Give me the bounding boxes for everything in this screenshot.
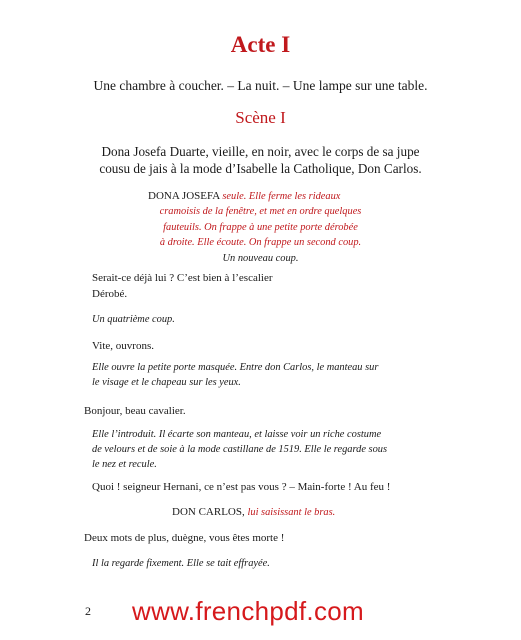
scene-setting: Une chambre à coucher. – La nuit. – Une lampe sur une table. bbox=[93, 78, 428, 93]
stage-direction-line: fauteuils. On frappe à une petite porte dérobée bbox=[163, 222, 358, 233]
speaker-name: DON CARLOS, bbox=[172, 506, 245, 518]
stage-direction-line: Elle ouvre la petite porte masquée. Entre don Carlos, le manteau sur bbox=[92, 362, 379, 373]
page-number: 2 bbox=[85, 604, 91, 618]
verse-line: Quoi ! seigneur Hernani, ce n’est pas vous ? – Main-forte ! Au feu ! bbox=[92, 481, 391, 493]
stage-direction-line: le nez et recule. bbox=[92, 459, 157, 470]
verse-line: Dérobé. bbox=[92, 288, 128, 300]
cast-line-1: Dona Josefa Duarte, vieille, en noir, avec le corps de sa jupe bbox=[101, 144, 420, 159]
stage-direction-line: cramoisis de la fenêtre, et met en ordre quelques bbox=[159, 206, 362, 217]
stage-direction-line: seule. Elle ferme les rideaux bbox=[222, 191, 341, 202]
stage-direction: Il la regarde fixement. Elle se tait effrayée. bbox=[92, 558, 270, 569]
stage-direction-line: le visage et le chapeau sur les yeux. bbox=[92, 377, 241, 388]
speaker-dona-josefa bbox=[148, 190, 340, 202]
speaker-name: DONA JOSEFA bbox=[148, 190, 220, 202]
verse-line: Serait-ce déjà lui ? C’est bien à l’escalier bbox=[92, 272, 273, 284]
watermark-text: www.frenchpdf.com bbox=[132, 596, 364, 626]
cast-line-2: cousu de jais à la mode d’Isabelle la Catholique, Don Carlos. bbox=[99, 161, 422, 176]
stage-direction-line: de velours et de soie à la mode castillane de 1519. Elle le regarde sous bbox=[92, 444, 388, 455]
act-title: Acte I bbox=[230, 32, 291, 57]
stage-direction: Un quatrième coup. bbox=[92, 314, 175, 325]
verse-line: Vite, ouvrons. bbox=[92, 340, 154, 352]
scene-title: Scène I bbox=[235, 108, 286, 127]
stage-direction-line: à droite. Elle écoute. On frappe un second coup. bbox=[159, 237, 362, 248]
verse-line: Bonjour, beau cavalier. bbox=[84, 405, 186, 417]
speaker-don-carlos bbox=[172, 506, 335, 518]
stage-direction-line: Elle l’introduit. Il écarte son manteau, et laisse voir un riche costume bbox=[92, 429, 382, 440]
stage-direction: Un nouveau coup. bbox=[222, 253, 299, 264]
stage-direction: lui saisissant le bras. bbox=[247, 507, 336, 518]
verse-line: Deux mots de plus, duègne, vous êtes morte ! bbox=[84, 532, 285, 544]
